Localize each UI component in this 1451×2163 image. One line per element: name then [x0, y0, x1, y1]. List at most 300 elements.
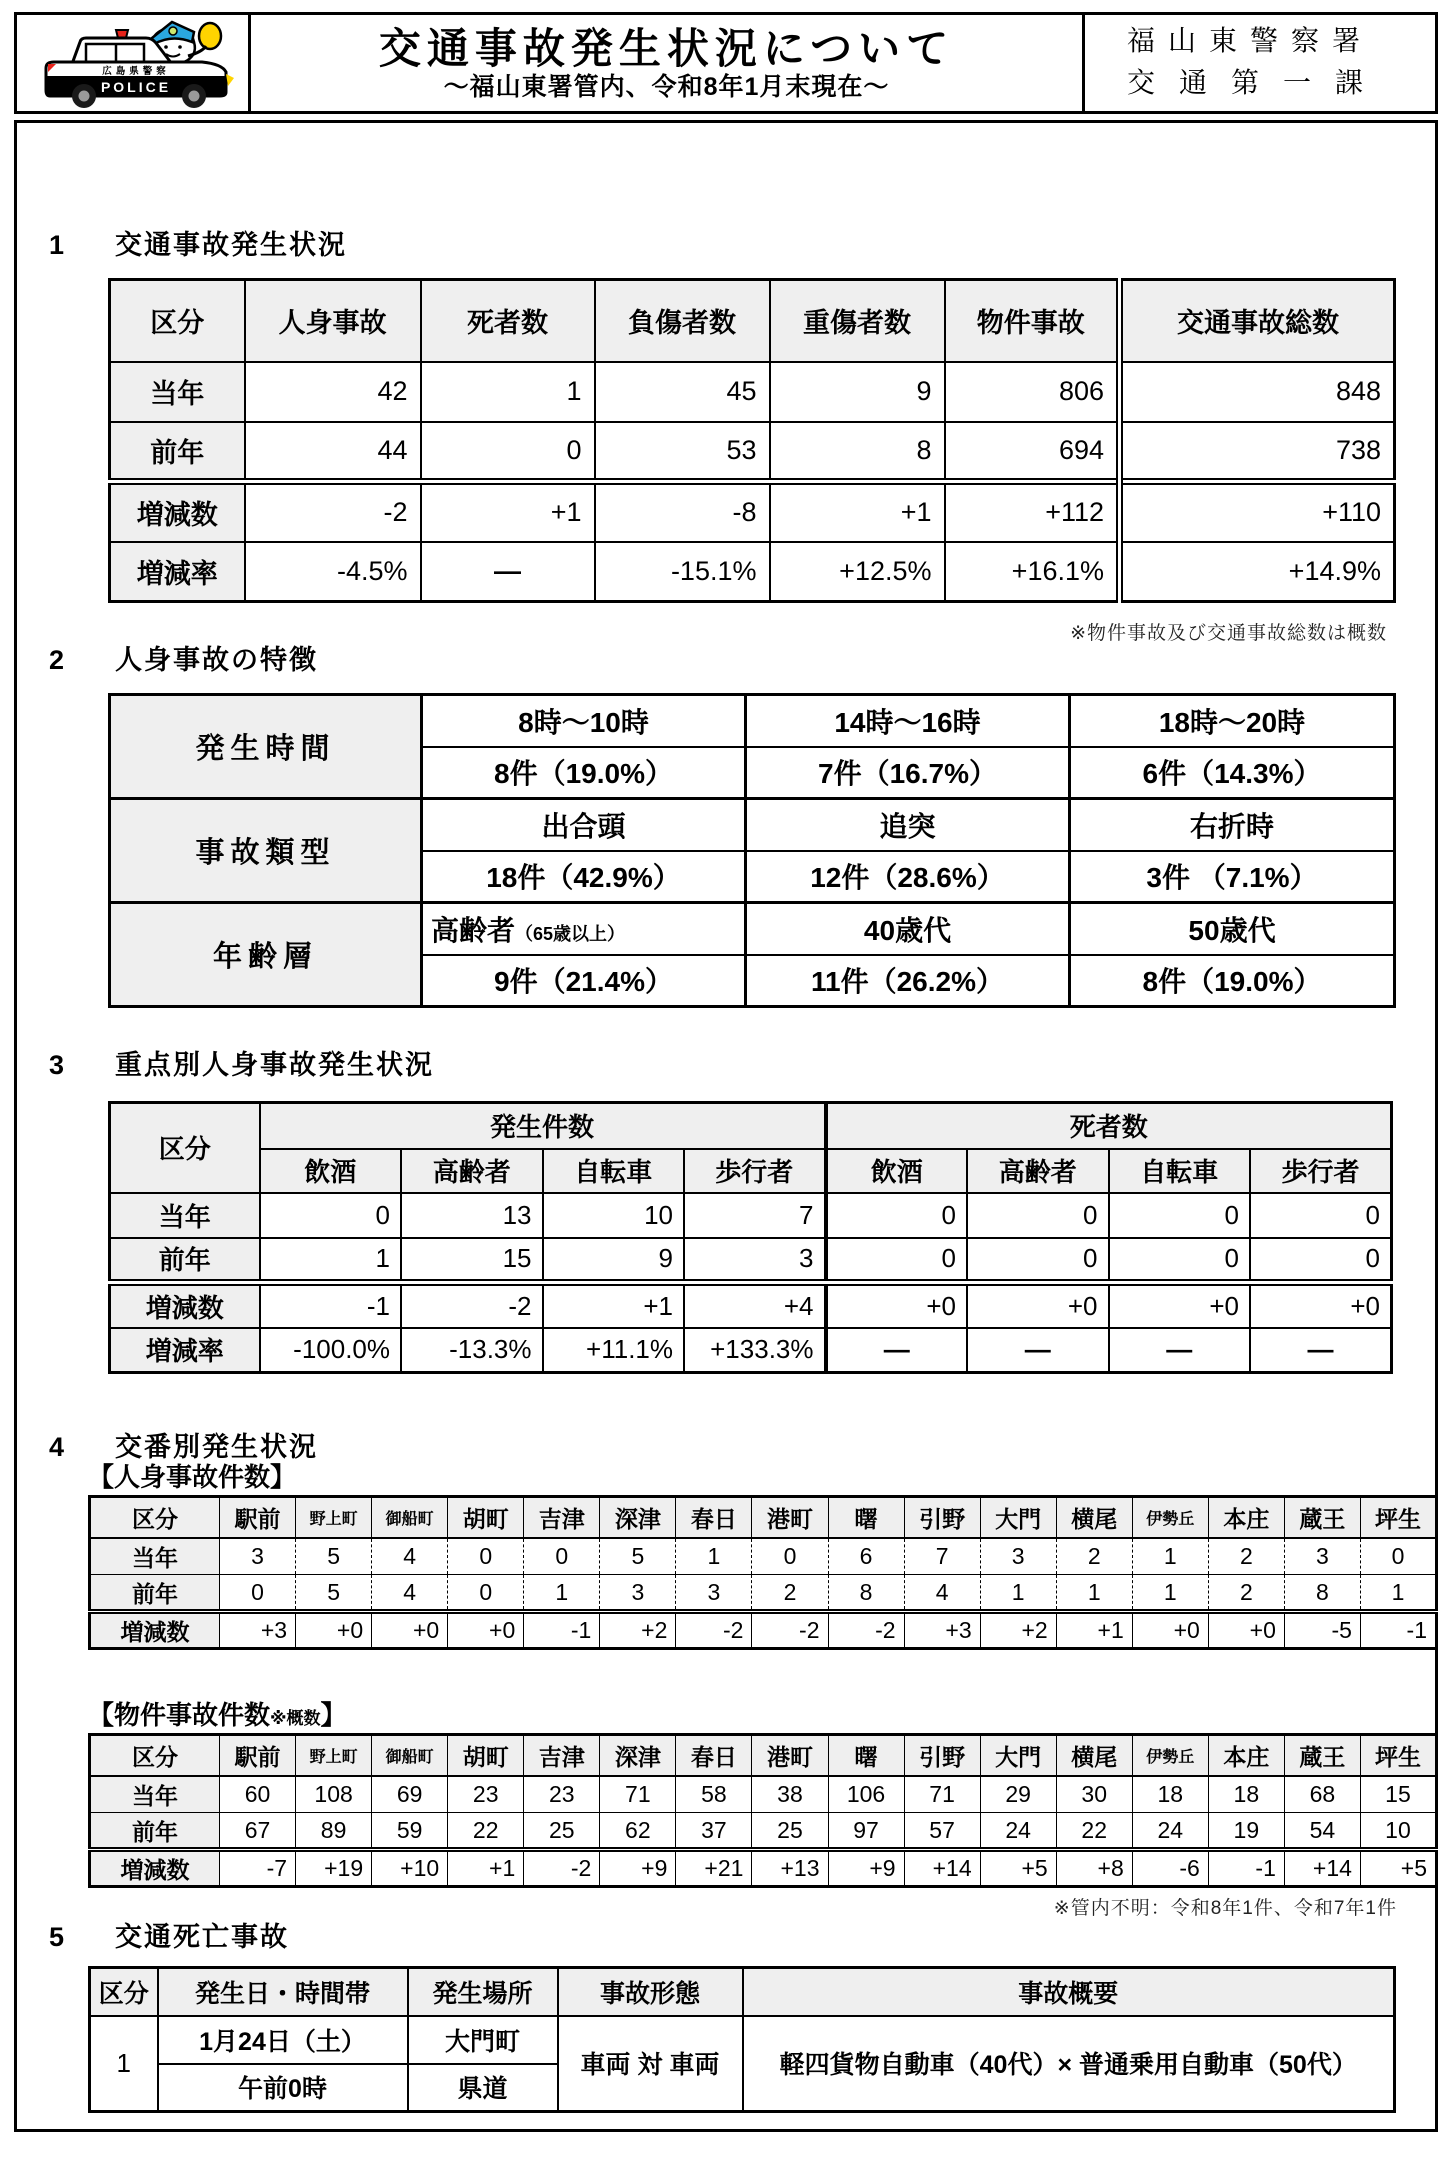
koban-value-cell: 67	[220, 1813, 296, 1850]
koban-value-cell: 0	[752, 1538, 828, 1575]
summary-value-cell: +14.9%	[1120, 542, 1395, 602]
station-header: 横尾	[1056, 1735, 1132, 1776]
koban-value-cell: 71	[904, 1776, 980, 1813]
station-header: 吉津	[524, 1497, 600, 1538]
note-probable-figures: ※物件事故及び交通事故総数は概数	[1070, 623, 1387, 644]
priority-value-cell: 0	[260, 1193, 402, 1238]
koban-value-cell: 57	[904, 1813, 980, 1850]
column-header: 死者数	[421, 280, 595, 362]
section-number: 5	[49, 1922, 65, 1952]
koban-value-cell: +0	[372, 1612, 448, 1649]
date-cell: 1月24日（土）	[158, 2016, 408, 2064]
priority-value-cell: ―	[1250, 1328, 1392, 1373]
koban-value-cell: +1	[448, 1850, 524, 1887]
caption-note: ※概数	[270, 1709, 321, 1728]
station-header: 御船町	[372, 1497, 448, 1538]
koban-value-cell: +5	[1360, 1850, 1436, 1887]
koban-value-cell: 6	[828, 1538, 904, 1575]
station-header: 曙	[828, 1497, 904, 1538]
koban-value-cell: 89	[296, 1813, 372, 1850]
koban-value-cell: 2	[752, 1575, 828, 1612]
summary-value-cell: -15.1%	[595, 542, 770, 602]
column-header: 人身事故	[245, 280, 421, 362]
table-row-previous	[90, 1575, 1437, 1612]
fatal-accident-table	[88, 1966, 1396, 2113]
priority-value-cell: +133.3%	[684, 1328, 826, 1373]
caption-text: 】	[320, 1700, 347, 1730]
station-header: 大門	[980, 1735, 1056, 1776]
koban-value-cell: 10	[1360, 1813, 1436, 1850]
section-title: 交通事故発生状況	[115, 230, 347, 260]
time-cell: 午前0時	[158, 2064, 408, 2112]
row-label: 増減率	[110, 542, 245, 602]
koban-value-cell: 1	[980, 1575, 1056, 1612]
sub-header-row	[110, 1149, 1392, 1193]
koban-value-cell: +0	[1132, 1612, 1208, 1649]
station-header: 引野	[904, 1735, 980, 1776]
column-header: 自転車	[1109, 1149, 1251, 1193]
koban-value-cell: +13	[752, 1850, 828, 1887]
row-label: 事故類型	[110, 799, 422, 903]
koban-value-cell: 1	[1360, 1575, 1436, 1612]
row-label: 前年	[110, 422, 245, 482]
row-label: 当年	[90, 1538, 220, 1575]
section-number: 3	[49, 1050, 65, 1080]
koban-value-cell: +14	[1284, 1850, 1360, 1887]
injury-features-table	[108, 693, 1396, 1008]
summary-value-cell: 53	[595, 422, 770, 482]
koban-value-cell: +8	[1056, 1850, 1132, 1887]
car-police-text: POLICE	[100, 79, 171, 95]
priority-value-cell: 0	[1250, 1193, 1392, 1238]
age-group-note: （65歳以上）	[515, 923, 626, 944]
priority-value-cell: 9	[543, 1238, 685, 1283]
column-header: 区分	[90, 1735, 220, 1776]
section-title: 人身事故の特徴	[115, 645, 318, 675]
wheel-hub	[188, 91, 199, 102]
summary-value-cell: 738	[1120, 422, 1395, 482]
koban-value-cell: +9	[828, 1850, 904, 1887]
summary-value-cell: 694	[945, 422, 1120, 482]
organization-cell	[1085, 15, 1435, 111]
section-5-heading	[49, 1915, 289, 1954]
column-header: 発生日・時間帯	[158, 1968, 408, 2016]
station-header: 蔵王	[1284, 1735, 1360, 1776]
column-header: 高齢者	[967, 1149, 1109, 1193]
priority-value-cell: ―	[826, 1328, 968, 1373]
column-header: 区分	[110, 280, 245, 362]
koban-value-cell: +0	[1208, 1612, 1284, 1649]
feature-value-cell: 7件（16.7%）	[746, 747, 1070, 799]
station-header: 港町	[752, 1735, 828, 1776]
station-header: 野上町	[296, 1735, 372, 1776]
koban-value-cell: 69	[372, 1776, 448, 1813]
section-number: 2	[49, 645, 65, 675]
station-header: 蔵王	[1284, 1497, 1360, 1538]
priority-value-cell: 13	[401, 1193, 543, 1238]
feature-value-cell: 11件（26.2%）	[746, 955, 1070, 1007]
cap-badge	[169, 27, 177, 35]
station-header: 駅前	[220, 1497, 296, 1538]
koban-value-cell: -1	[524, 1612, 600, 1649]
koban-value-cell: +14	[904, 1850, 980, 1887]
koban-value-cell: 0	[448, 1538, 524, 1575]
koban-value-cell: +5	[980, 1850, 1056, 1887]
station-header: 野上町	[296, 1497, 372, 1538]
koban-value-cell: 4	[372, 1575, 448, 1612]
koban-value-cell: +0	[448, 1612, 524, 1649]
column-header: 発生場所	[408, 1968, 558, 2016]
koban-value-cell: 8	[828, 1575, 904, 1612]
koban-value-cell: 1	[1132, 1575, 1208, 1612]
feature-name-cell	[422, 903, 746, 955]
accident-summary-cell: 軽四貨物自動車（40代）× 普通乗用自動車（50代）	[743, 2016, 1395, 2112]
priority-value-cell: -100.0%	[260, 1328, 402, 1373]
feature-value-cell: 9件（21.4%）	[422, 955, 746, 1007]
koban-value-cell: +10	[372, 1850, 448, 1887]
koban-value-cell: 23	[524, 1776, 600, 1813]
mascot-hand	[199, 23, 221, 49]
table-row-current	[90, 1538, 1437, 1575]
summary-value-cell: -4.5%	[245, 542, 421, 602]
feature-name-cell: 8時～10時	[422, 695, 746, 747]
koban-value-cell: 22	[1056, 1813, 1132, 1850]
priority-value-cell: -1	[260, 1283, 402, 1328]
station-header-row	[90, 1735, 1437, 1776]
summary-value-cell: ―	[421, 542, 595, 602]
feature-value-cell: 12件（28.6%）	[746, 851, 1070, 903]
caption-text: 【物件事故件数	[88, 1700, 271, 1730]
time-label-row	[110, 695, 1395, 747]
summary-value-cell: 848	[1120, 362, 1395, 422]
table-row-diff	[110, 1283, 1392, 1328]
koban-value-cell: +9	[600, 1850, 676, 1887]
koban-value-cell: 19	[1208, 1813, 1284, 1850]
column-header: 高齢者	[401, 1149, 543, 1193]
station-header: 港町	[752, 1497, 828, 1538]
station-header: 春日	[676, 1735, 752, 1776]
koban-value-cell: +0	[296, 1612, 372, 1649]
priority-value-cell: 0	[1250, 1238, 1392, 1283]
summary-value-cell: +16.1%	[945, 542, 1120, 602]
priority-value-cell: +0	[967, 1283, 1109, 1328]
column-header: 事故形態	[558, 1968, 743, 2016]
koban-value-cell: 60	[220, 1776, 296, 1813]
table-row-diff	[110, 482, 1395, 542]
koban-value-cell: 18	[1208, 1776, 1284, 1813]
koban-value-cell: 62	[600, 1813, 676, 1850]
priority-value-cell: +1	[543, 1283, 685, 1328]
summary-value-cell: +1	[421, 482, 595, 542]
koban-value-cell: 5	[296, 1575, 372, 1612]
koban-value-cell: 3	[676, 1575, 752, 1612]
priority-value-cell: 0	[826, 1238, 968, 1283]
column-header: 区分	[90, 1968, 158, 2016]
accident-form-cell: 車両 対 車両	[558, 2016, 743, 2112]
table-row-diff	[90, 1850, 1437, 1887]
age-group-name: 高齢者	[431, 914, 516, 946]
column-header: 交通事故総数	[1120, 280, 1395, 362]
row-label: 増減数	[90, 1612, 220, 1649]
koban-property-table	[88, 1733, 1438, 1888]
koban-value-cell: 3	[220, 1538, 296, 1575]
station-header: 坪生	[1360, 1735, 1436, 1776]
feature-name-cell: 40歳代	[746, 903, 1070, 955]
column-header: 負傷者数	[595, 280, 770, 362]
table-row-diff	[90, 1612, 1437, 1649]
priority-value-cell: +0	[1250, 1283, 1392, 1328]
org-name: 福山東警察署	[1127, 26, 1374, 57]
section-1-heading	[49, 223, 347, 262]
koban-value-cell: 25	[524, 1813, 600, 1850]
station-header: 本庄	[1208, 1735, 1284, 1776]
koban-value-cell: 4	[904, 1575, 980, 1612]
koban-value-cell: 23	[448, 1776, 524, 1813]
column-header: 区分	[110, 1103, 260, 1193]
koban-value-cell: 15	[1360, 1776, 1436, 1813]
document-title: 交通事故発生状況について	[378, 25, 955, 73]
priority-value-cell: ―	[967, 1328, 1109, 1373]
station-header: 曙	[828, 1735, 904, 1776]
koban-value-cell: 37	[676, 1813, 752, 1850]
feature-value-cell: 8件（19.0%）	[422, 747, 746, 799]
summary-value-cell: -8	[595, 482, 770, 542]
koban-value-cell: 106	[828, 1776, 904, 1813]
feature-name-cell: 追突	[746, 799, 1070, 851]
koban-value-cell: 38	[752, 1776, 828, 1813]
station-header: 深津	[600, 1497, 676, 1538]
injury-table-caption: 【人身事故件数】	[88, 1462, 297, 1492]
section-number: 4	[49, 1432, 65, 1462]
column-header: 自転車	[543, 1149, 685, 1193]
koban-value-cell: -2	[752, 1612, 828, 1649]
table-row-previous	[90, 1813, 1437, 1850]
mascot-eye	[178, 45, 182, 49]
feature-name-cell: 18時～20時	[1070, 695, 1395, 747]
type-label-row	[110, 799, 1395, 851]
police-car-illustration	[24, 16, 242, 110]
row-label: 増減数	[110, 1283, 260, 1328]
priority-value-cell: -2	[401, 1283, 543, 1328]
section-title: 重点別人身事故発生状況	[115, 1050, 434, 1080]
age-label-row	[110, 903, 1395, 955]
section-title: 交通死亡事故	[115, 1922, 289, 1952]
priority-value-cell: +0	[826, 1283, 968, 1328]
row-label: 発生時間	[110, 695, 422, 799]
koban-value-cell: 58	[676, 1776, 752, 1813]
koban-value-cell: +21	[676, 1850, 752, 1887]
koban-value-cell: 2	[1208, 1575, 1284, 1612]
summary-value-cell: 45	[595, 362, 770, 422]
koban-value-cell: 0	[220, 1575, 296, 1612]
row-label: 当年	[110, 362, 245, 422]
group-header: 発生件数	[260, 1103, 826, 1149]
column-header: 物件事故	[945, 280, 1120, 362]
row-label: 増減数	[90, 1850, 220, 1887]
summary-value-cell: +12.5%	[770, 542, 945, 602]
koban-value-cell: 7	[904, 1538, 980, 1575]
koban-value-cell: 1	[676, 1538, 752, 1575]
koban-value-cell: 3	[600, 1575, 676, 1612]
koban-value-cell: 71	[600, 1776, 676, 1813]
priority-value-cell: +4	[684, 1283, 826, 1328]
column-header: 歩行者	[684, 1149, 826, 1193]
koban-value-cell: 3	[980, 1538, 1056, 1575]
koban-value-cell: 2	[1056, 1538, 1132, 1575]
feature-name-cell: 14時～16時	[746, 695, 1070, 747]
summary-value-cell: 9	[770, 362, 945, 422]
feature-value-cell: 8件（19.0%）	[1070, 955, 1395, 1007]
koban-value-cell: 0	[448, 1575, 524, 1612]
koban-value-cell: 0	[1360, 1538, 1436, 1575]
koban-injury-table	[88, 1495, 1438, 1650]
row-label: 前年	[90, 1575, 220, 1612]
table-row-current	[90, 1776, 1437, 1813]
priority-value-cell: 0	[1109, 1193, 1251, 1238]
table-row-previous	[110, 422, 1395, 482]
priority-value-cell: ―	[1109, 1328, 1251, 1373]
feature-value-cell: 6件（14.3%）	[1070, 747, 1395, 799]
priority-value-cell: 0	[967, 1193, 1109, 1238]
section-2-heading	[49, 638, 318, 677]
priority-value-cell: -13.3%	[401, 1328, 543, 1373]
station-header: 本庄	[1208, 1497, 1284, 1538]
row-label: 年齢層	[110, 903, 422, 1007]
report-header	[14, 12, 1438, 114]
priority-value-cell: +11.1%	[543, 1328, 685, 1373]
koban-value-cell: 54	[1284, 1813, 1360, 1850]
summary-value-cell: -2	[245, 482, 421, 542]
row-label: 増減率	[110, 1328, 260, 1373]
column-header: 重傷者数	[770, 280, 945, 362]
table-header-row	[90, 1968, 1395, 2016]
koban-value-cell: -1	[1360, 1612, 1436, 1649]
station-header: 春日	[676, 1497, 752, 1538]
row-label: 増減数	[110, 482, 245, 542]
koban-value-cell: +1	[1056, 1612, 1132, 1649]
section-3-heading	[49, 1043, 434, 1082]
feature-value-cell: 3件 （7.1%）	[1070, 851, 1395, 903]
koban-value-cell: 8	[1284, 1575, 1360, 1612]
priority-value-cell: 15	[401, 1238, 543, 1283]
koban-value-cell: 30	[1056, 1776, 1132, 1813]
case-number-cell: 1	[90, 2016, 158, 2112]
table-row-rate	[110, 542, 1395, 602]
feature-name-cell: 右折時	[1070, 799, 1395, 851]
summary-value-cell: 1	[421, 362, 595, 422]
station-header-row	[90, 1497, 1437, 1538]
koban-value-cell: 1	[524, 1575, 600, 1612]
priority-value-cell: 0	[967, 1238, 1109, 1283]
station-header: 坪生	[1360, 1497, 1436, 1538]
summary-value-cell: +1	[770, 482, 945, 542]
summary-value-cell: 42	[245, 362, 421, 422]
column-header: 区分	[90, 1497, 220, 1538]
mascot-eye	[164, 45, 168, 49]
koban-value-cell: 59	[372, 1813, 448, 1850]
row-label: 前年	[110, 1238, 260, 1283]
priority-value-cell: 0	[826, 1193, 968, 1238]
document-subtitle: ～福山東署管内、令和8年1月末現在～	[443, 72, 890, 101]
summary-value-cell: 44	[245, 422, 421, 482]
table-row-previous	[110, 1238, 1392, 1283]
koban-value-cell: 5	[600, 1538, 676, 1575]
koban-value-cell: +2	[600, 1612, 676, 1649]
station-header: 横尾	[1056, 1497, 1132, 1538]
section-number: 1	[49, 230, 65, 260]
column-header: 歩行者	[1250, 1149, 1392, 1193]
station-header: 伊勢丘	[1132, 1735, 1208, 1776]
column-header: 事故概要	[743, 1968, 1395, 2016]
priority-value-cell: 7	[684, 1193, 826, 1238]
feature-value-cell: 18件（42.9%）	[422, 851, 746, 903]
place-cell: 大門町	[408, 2016, 558, 2064]
koban-value-cell: 97	[828, 1813, 904, 1850]
koban-value-cell: 4	[372, 1538, 448, 1575]
priority-category-table	[108, 1101, 1393, 1374]
koban-value-cell: +3	[220, 1612, 296, 1649]
accident-summary-table	[108, 278, 1396, 603]
station-header: 胡町	[448, 1735, 524, 1776]
koban-value-cell: 108	[296, 1776, 372, 1813]
row-label: 当年	[90, 1776, 220, 1813]
report-body-frame	[14, 120, 1438, 2132]
koban-value-cell: 68	[1284, 1776, 1360, 1813]
column-header: 飲酒	[826, 1149, 968, 1193]
koban-value-cell: -1	[1208, 1850, 1284, 1887]
koban-value-cell: 24	[980, 1813, 1056, 1850]
koban-value-cell: 1	[1132, 1538, 1208, 1575]
summary-value-cell: 8	[770, 422, 945, 482]
koban-value-cell: +3	[904, 1612, 980, 1649]
row-label: 当年	[110, 1193, 260, 1238]
summary-value-cell: +110	[1120, 482, 1395, 542]
koban-value-cell: 18	[1132, 1776, 1208, 1813]
table-row-rate	[110, 1328, 1392, 1373]
koban-value-cell: 1	[1056, 1575, 1132, 1612]
wheel-hub	[78, 91, 89, 102]
koban-value-cell: 25	[752, 1813, 828, 1850]
property-table-caption	[88, 1695, 347, 1732]
station-header: 深津	[600, 1735, 676, 1776]
feature-name-cell: 出合頭	[422, 799, 746, 851]
road-cell: 県道	[408, 2064, 558, 2112]
station-header: 御船町	[372, 1735, 448, 1776]
koban-value-cell: -7	[220, 1850, 296, 1887]
note-unknown-area: ※管内不明：令和8年1件、令和7年1件	[1053, 1898, 1397, 1919]
group-header: 死者数	[826, 1103, 1392, 1149]
row-label: 前年	[90, 1813, 220, 1850]
koban-value-cell: 22	[448, 1813, 524, 1850]
priority-value-cell: +0	[1109, 1283, 1251, 1328]
koban-value-cell: -6	[1132, 1850, 1208, 1887]
org-division: 交通第一課	[1127, 68, 1388, 99]
koban-value-cell: 29	[980, 1776, 1056, 1813]
station-header: 大門	[980, 1497, 1056, 1538]
koban-value-cell: +2	[980, 1612, 1056, 1649]
summary-value-cell: +112	[945, 482, 1120, 542]
fatal-accident-row-top	[90, 2016, 1395, 2064]
police-car-cell	[17, 15, 251, 111]
priority-value-cell: 3	[684, 1238, 826, 1283]
koban-value-cell: 2	[1208, 1538, 1284, 1575]
car-prefecture-text: 広島県警察	[101, 66, 170, 77]
title-cell	[251, 15, 1085, 111]
station-header: 伊勢丘	[1132, 1497, 1208, 1538]
priority-value-cell: 1	[260, 1238, 402, 1283]
section-title: 交番別発生状況	[115, 1432, 318, 1462]
koban-value-cell: -2	[524, 1850, 600, 1887]
